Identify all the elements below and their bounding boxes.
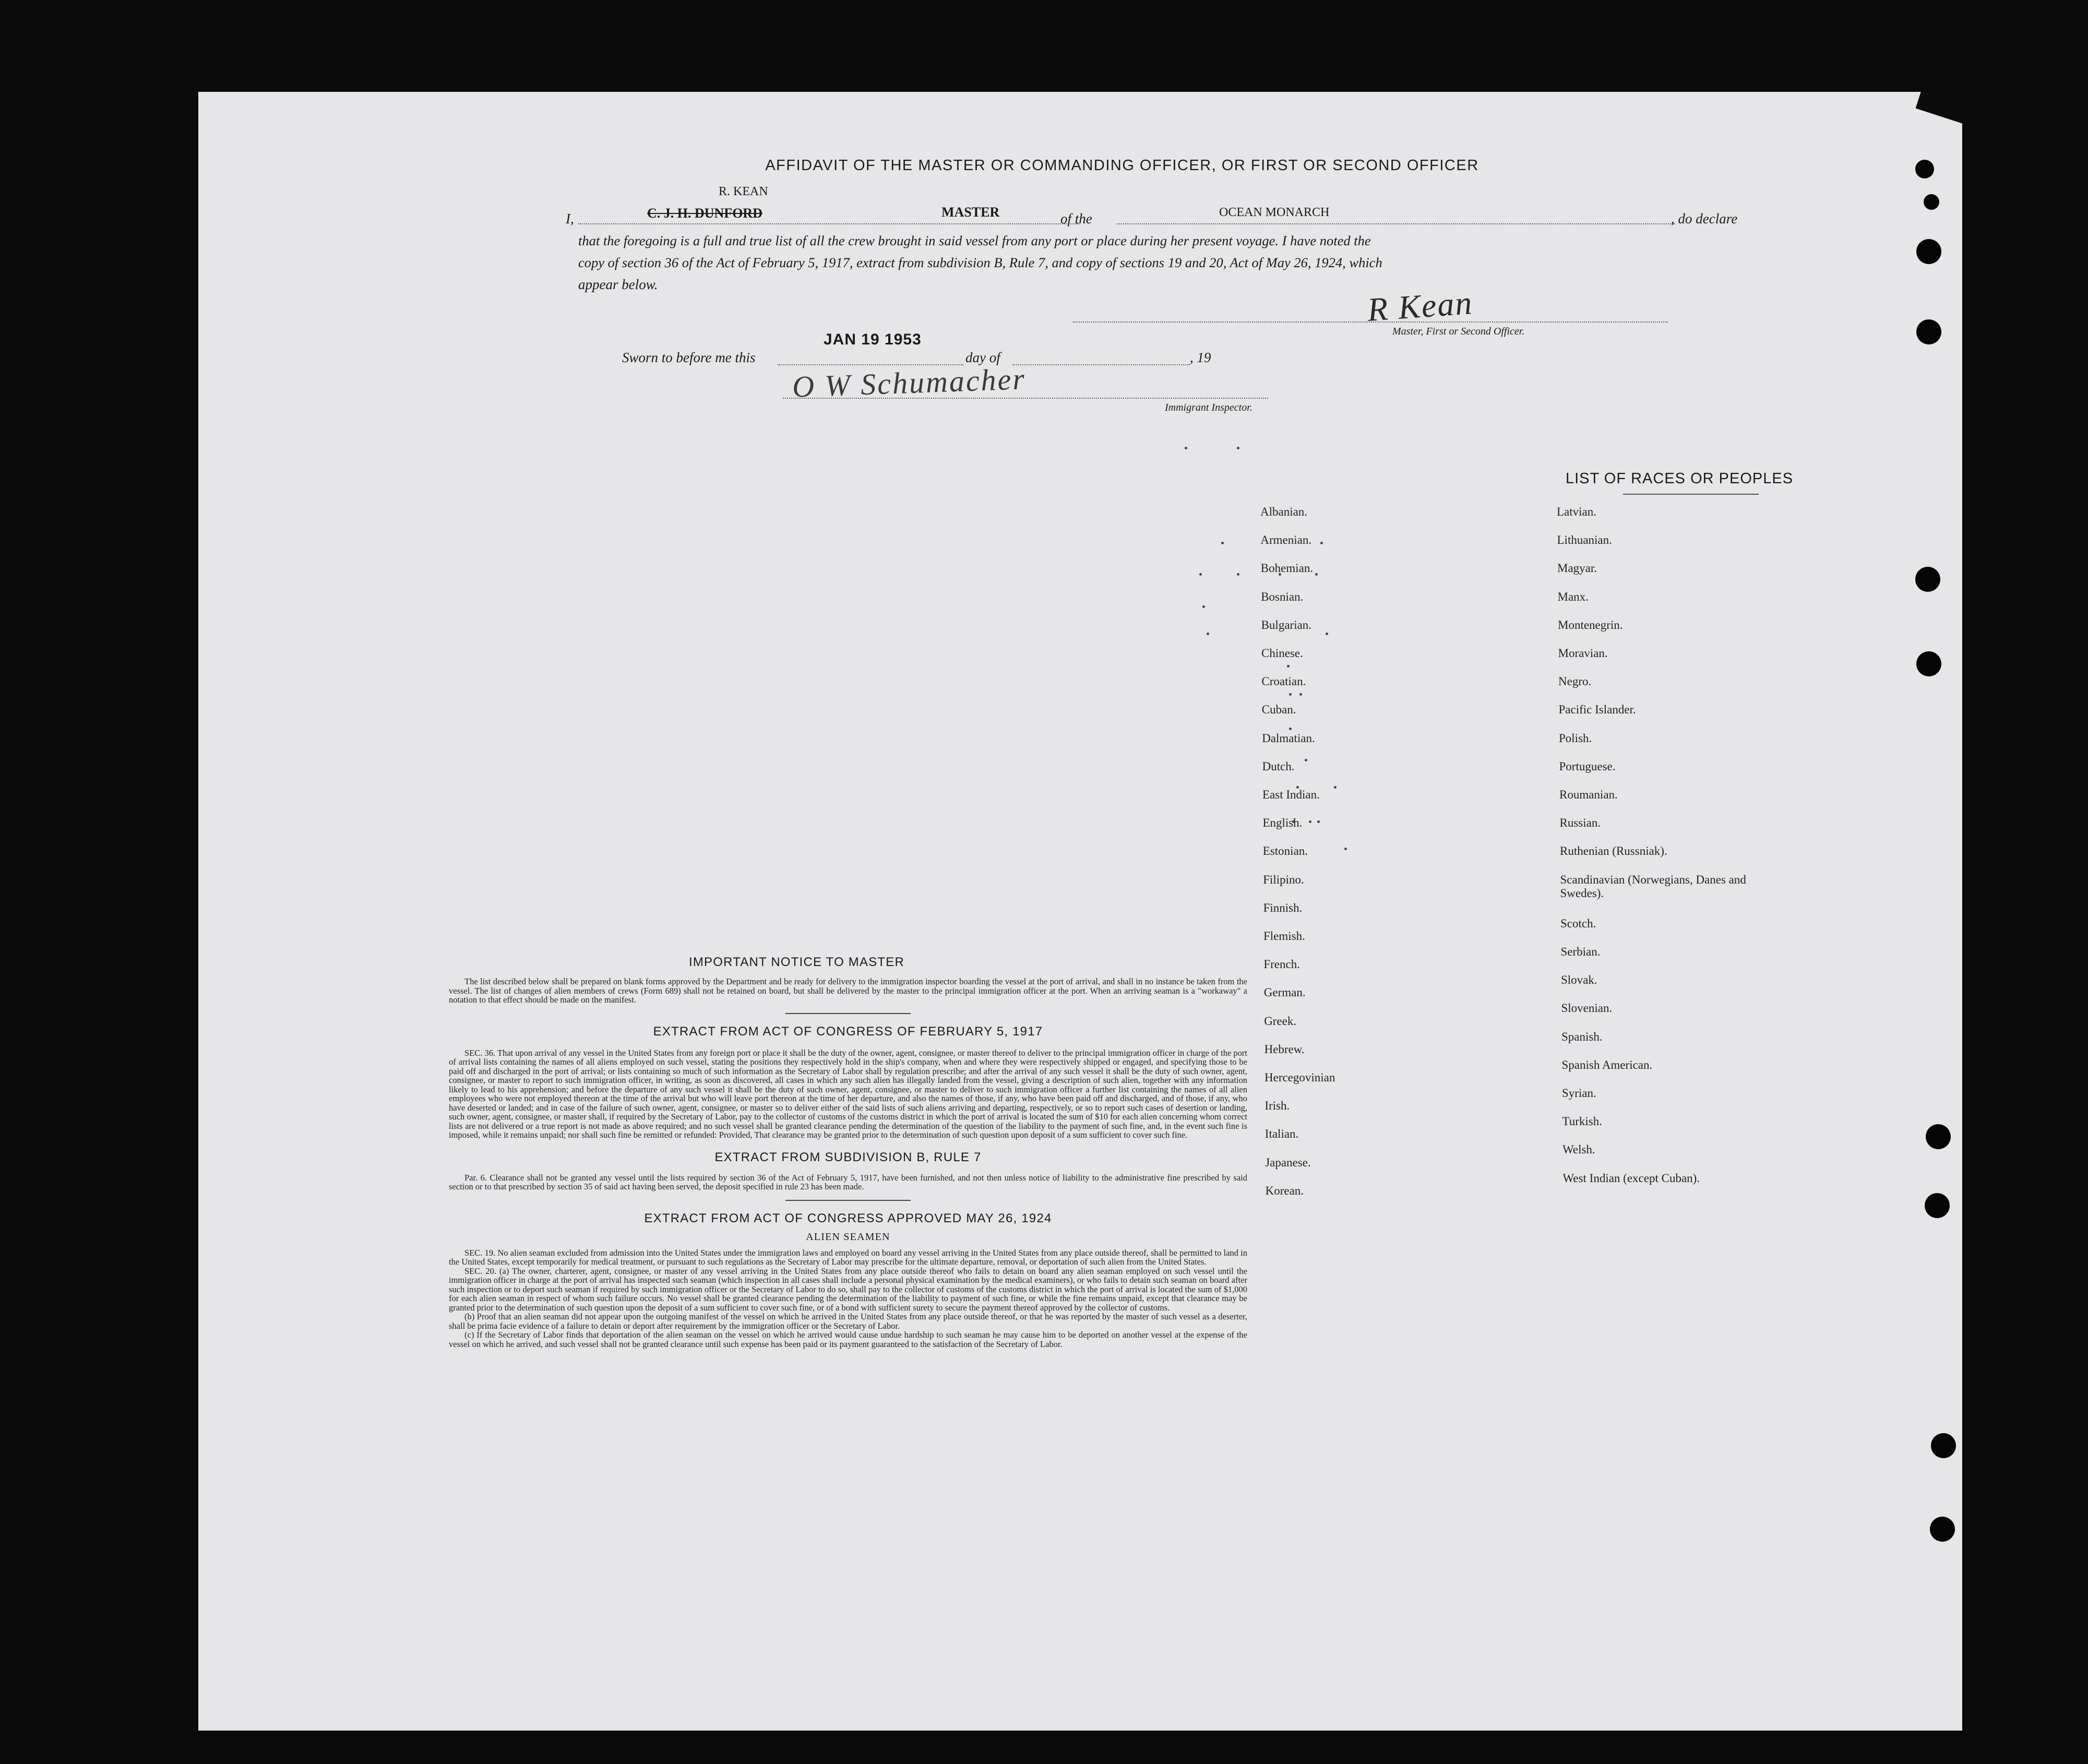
race-item: Dalmatian. bbox=[1262, 731, 1315, 745]
punch-hole bbox=[1916, 319, 1941, 344]
race-item: Polish. bbox=[1559, 731, 1592, 745]
notice-text bbox=[449, 977, 1247, 1005]
race-item: Albanian. bbox=[1260, 505, 1308, 518]
race-item: Negro. bbox=[1558, 675, 1592, 688]
race-item: Armenian. bbox=[1260, 533, 1312, 547]
race-item: Roumanian. bbox=[1559, 788, 1618, 801]
punch-hole bbox=[1916, 651, 1941, 676]
speck bbox=[1317, 820, 1320, 823]
races-title: LIST OF RACES OR PEOPLES bbox=[1566, 470, 1794, 487]
folded-corner bbox=[1916, 68, 1988, 127]
inspector-caption: Immigrant Inspector. bbox=[1165, 402, 1252, 413]
speck bbox=[1287, 665, 1290, 668]
speck bbox=[1207, 633, 1209, 635]
punch-hole bbox=[1930, 1517, 1955, 1542]
punch-hole bbox=[1924, 194, 1939, 210]
punch-hole bbox=[1915, 567, 1940, 592]
race-item: Manx. bbox=[1557, 590, 1589, 603]
race-item: Turkish. bbox=[1562, 1115, 1602, 1128]
race-item: Hercegovinian bbox=[1264, 1071, 1335, 1084]
race-item: English. bbox=[1262, 816, 1303, 830]
of-the-label: of the bbox=[1060, 211, 1092, 227]
notice-paragraph: The list described below shall be prepared on blank forms approved by the Department and be ready for delivery to the immigration inspector boarding the vessel at the port of arrival, and shall in no instance be taken from the vessel. The list of changes of alien members of crews (Form 689) shall not be retained on board, but shall be delivered by the master to the principal immigration officer at the port. When an arriving seaman is a "workaway" a notation to that effect should be made on the manifest. bbox=[449, 976, 1247, 1005]
inspector-signature: O W Schumacher bbox=[792, 362, 1027, 404]
race-item: West Indian (except Cuban). bbox=[1562, 1171, 1700, 1185]
notice-section bbox=[449, 955, 1247, 1349]
race-item: Pacific Islander. bbox=[1558, 703, 1636, 717]
declarant-prefix: I, bbox=[566, 211, 574, 227]
punch-hole bbox=[1925, 1193, 1950, 1218]
sec-20c-paragraph: (c) If the Secretary of Labor finds that deportation of the alien seaman on the vessel on which he arrived would cause undue hardship to such seaman he may cause him to be deported on another vessel at the expense of the vessel on which he arrived, and such vessel shall not be granted clearance until such expense has been paid or its payment guaranteed to the satisfaction of the Secretary of Labor. bbox=[449, 1330, 1247, 1349]
race-item: Bosnian. bbox=[1261, 590, 1304, 603]
speck bbox=[1199, 573, 1202, 576]
race-item: Irish. bbox=[1264, 1099, 1290, 1113]
race-item: Syrian. bbox=[1562, 1087, 1596, 1100]
speck bbox=[1344, 848, 1347, 850]
race-item: Welsh. bbox=[1562, 1143, 1595, 1157]
race-item: Filipino. bbox=[1263, 873, 1304, 886]
sec-20a-paragraph: SEC. 20. (a) The owner, charterer, agent, consignee, or master of any vessel arriving in the United States from any place outside thereof who fails to detain on board any alien seaman employed on such vessel until the immigration officer in charge at the port of arrival has inspected such seaman (which inspection in all cases shall include a personal physical examination by the medical examiners), or who fails to detain such seaman on board after such inspection or to deport such seaman if required by such immigration officer or the Secretary of Labor to do so, shall pay to the collector of customs of the customs district in which the port of arrival is located the sum of $1,000 for each alien seaman in respect of whom such failure occurs. No vessel shall be granted clearance pending the determination of the liability to payment of such fine, or while the fine remains unpaid, except that clearance may be granted prior to the determination of such question upon the deposit of a sum sufficient to cover such fine, or of a bond with sufficient surety to secure the payment thereof approved by the collector of customs. bbox=[449, 1266, 1247, 1313]
speck bbox=[1289, 693, 1292, 696]
rule-7-title: EXTRACT FROM SUBDIVISION B, RULE 7 bbox=[714, 1150, 982, 1164]
affidavit-line-2: that the foregoing is a full and true list of all the crew brought in said vessel from any port or place during her present voyage. I have noted the bbox=[578, 233, 1371, 248]
race-item: Greek. bbox=[1264, 1014, 1297, 1028]
divider bbox=[785, 1200, 911, 1201]
day-of-label: day of bbox=[965, 350, 1000, 365]
speck bbox=[1221, 542, 1224, 544]
inserted-name: R. KEAN bbox=[719, 185, 768, 198]
speck bbox=[1309, 820, 1311, 823]
race-item: Slovenian. bbox=[1561, 1002, 1613, 1015]
race-item: Italian. bbox=[1264, 1127, 1299, 1141]
affidavit-title: AFFIDAVIT OF THE MASTER OR COMMANDING OFFICER, OR FIRST OR SECOND OFFICER bbox=[765, 157, 1479, 174]
race-item: Spanish. bbox=[1561, 1030, 1603, 1043]
race-item: Montenegrin. bbox=[1558, 618, 1623, 631]
vessel-line bbox=[1117, 223, 1675, 224]
race-item: Japanese. bbox=[1265, 1155, 1311, 1169]
race-item: Bulgarian. bbox=[1261, 618, 1312, 631]
name-line bbox=[578, 223, 1079, 224]
sec-20b-paragraph: (b) Proof that an alien seaman did not appear upon the outgoing manifest of the vessel on which he arrived in the United States from any place outside thereof, or that he was reported by the master of such vessel as a deserter, shall be prima facie evidence of a failure to detain or deport after requirement by the immigration officer or the Secretary of Labor. bbox=[449, 1312, 1247, 1331]
race-item: Bohemian. bbox=[1260, 562, 1314, 575]
race-item: Croatian. bbox=[1261, 675, 1306, 688]
speck bbox=[1299, 693, 1302, 696]
sec-19-paragraph: SEC. 19. No alien seaman excluded from admission into the United States under the immigration laws and employed on board any vessel arriving in the United States from any place outside thereof, shall be permitted to land in the United States, except temporarily for medical treatment, or pursuant to such regulations as the Secretary of Labor may prescribe for the ultimate departure, removal, or deportation of such alien from the United States. bbox=[449, 1247, 1247, 1267]
inspector-line bbox=[783, 398, 1268, 399]
race-item: Latvian. bbox=[1557, 505, 1596, 518]
race-item: Spanish American. bbox=[1561, 1058, 1653, 1071]
race-item: Chinese. bbox=[1261, 647, 1303, 660]
race-item: French. bbox=[1263, 958, 1300, 971]
alien-seamen-subtitle: ALIEN SEAMEN bbox=[806, 1231, 890, 1243]
rule-7-text bbox=[449, 1173, 1247, 1191]
race-item: Estonian. bbox=[1262, 844, 1308, 858]
act-1917-title: EXTRACT FROM ACT OF CONGRESS OF FEBRUARY 5, 1917 bbox=[653, 1024, 1043, 1039]
race-item: Magyar. bbox=[1557, 562, 1597, 575]
month-line bbox=[1012, 364, 1190, 365]
races-title-rule bbox=[1623, 494, 1759, 495]
race-item: German. bbox=[1263, 986, 1306, 999]
master-signature: R Kean bbox=[1366, 284, 1474, 328]
act-1924-text bbox=[449, 1248, 1247, 1349]
do-declare-label: , do declare bbox=[1671, 211, 1738, 227]
race-item: Moravian. bbox=[1558, 647, 1608, 660]
race-item: Flemish. bbox=[1263, 929, 1305, 943]
speck bbox=[1326, 633, 1328, 635]
divider bbox=[785, 1013, 911, 1014]
speck bbox=[1237, 573, 1239, 576]
punch-hole bbox=[1931, 1433, 1956, 1458]
rank-value: MASTER bbox=[941, 205, 1000, 220]
act-1924-title: EXTRACT FROM ACT OF CONGRESS APPROVED MAY 26, 1924 bbox=[644, 1211, 1052, 1225]
race-item: Cuban. bbox=[1261, 703, 1296, 717]
race-item: Hebrew. bbox=[1264, 1042, 1305, 1056]
speck bbox=[1289, 728, 1292, 730]
race-item: Korean. bbox=[1265, 1184, 1304, 1197]
punch-hole bbox=[1926, 1124, 1951, 1149]
race-item: Slovak. bbox=[1561, 973, 1597, 987]
speck bbox=[1305, 759, 1307, 761]
speck bbox=[1334, 786, 1337, 789]
race-item: Lithuanian. bbox=[1557, 533, 1612, 547]
race-item: Finnish. bbox=[1263, 901, 1303, 914]
speck bbox=[1320, 542, 1323, 544]
vessel-name: OCEAN MONARCH bbox=[1219, 206, 1330, 219]
race-item: Ruthenian (Russniak). bbox=[1560, 844, 1667, 858]
document-page bbox=[198, 92, 1962, 1731]
affidavit-line-4: appear below. bbox=[578, 277, 658, 292]
speck bbox=[1237, 447, 1239, 449]
struck-name: C. J. H. DUNFORD bbox=[647, 206, 762, 221]
race-item: Portuguese. bbox=[1559, 759, 1616, 773]
race-item: East Indian. bbox=[1262, 788, 1320, 801]
year-prefix: , 19 bbox=[1190, 350, 1211, 365]
speck bbox=[1202, 605, 1205, 608]
race-item: Scandinavian (Norwegians, Danes and Swedes). bbox=[1560, 873, 1746, 900]
race-item: Dutch. bbox=[1262, 759, 1295, 773]
master-signature-line bbox=[1073, 321, 1668, 323]
notice-title: IMPORTANT NOTICE TO MASTER bbox=[689, 955, 905, 969]
punch-hole bbox=[1916, 239, 1941, 264]
date-stamp: JAN 19 1953 bbox=[824, 331, 922, 348]
race-item: Scotch. bbox=[1560, 916, 1596, 930]
race-item: Serbian. bbox=[1560, 945, 1601, 958]
sec-36-paragraph: SEC. 36. That upon arrival of any vessel in the United States from any foreign port or place it shall be the duty of the owner, agent, consignee, or master thereof to deliver to the principal immigration officer in charge of the port of arrival lists containing the names of all aliens employed on such vessel, stating the positions they respectively hold in the ship's company, when and where they were respectively shipped or engaged, and specifying those to be paid off and discharged in the port of arrival; or lists containing so much of such information as the Secretary of Labor shall by regulation prescribe; and after the arrival of any such vessel it shall be the duty of such owner, agent, consignee, or master to report to such immigration officer, in writing, as soon as discovered, all cases in which any such alien has illegally landed from the vessel, giving a description of such alien, together with any information likely to lead to his apprehension; and before the departure of any such vessel it shall be the duty of such owner, agent, consignee, or master to deliver to such immigration officer a further list containing the names of all alien employees who were not employed thereon at the time of the arrival but who will leave port thereon at the time of her departure, and also the names of those, if any, who have been paid off and discharged, and of those, if any, who have deserted or landed; and in case of the failure of such owner, agent, consignee, or master so to deliver either of the said lists of such aliens arriving and departing, respectively, or so to report such cases of desertion or landing, such owner, agent, consignee, or master shall, if required by the Secretary of Labor, pay to the collector of customs of the customs district in which the port of arrival is located the sum of $10 for each alien concerning whom correct lists are not delivered or a true report is not made as above required; and no such vessel shall be granted clearance pending the determination of the question of the liability to the payment of such fine, and, in the event such fine is imposed, while it remains unpaid; nor shall such fine be remitted or refunded: Provided, That clearance may be granted prior to the determination of such question upon deposit of a sum sufficient to cover such fine. bbox=[449, 1047, 1247, 1140]
speck bbox=[1185, 447, 1187, 449]
sworn-label: Sworn to before me this bbox=[622, 350, 756, 365]
punch-hole bbox=[1915, 160, 1934, 178]
speck bbox=[1315, 573, 1318, 576]
race-item: Russian. bbox=[1559, 816, 1601, 830]
affidavit-line-3: copy of section 36 of the Act of February 5, 1917, extract from subdivision B, Rule 7, and copy of sections 19 and 20, Act of May 26, 1924, which bbox=[578, 255, 1382, 270]
par-6-paragraph: Par. 6. Clearance shall not be granted any vessel until the lists required by section 36 of the Act of February 5, 1917, have been furnished, and not then unless notice of liability to the administrative fine prescribed by said section or to that prescribed by section 35 of said act having been served, the deposit specified in rule 23 has been made. bbox=[449, 1172, 1247, 1191]
act-1917-text bbox=[449, 1048, 1247, 1140]
master-caption: Master, First or Second Officer. bbox=[1392, 326, 1525, 337]
